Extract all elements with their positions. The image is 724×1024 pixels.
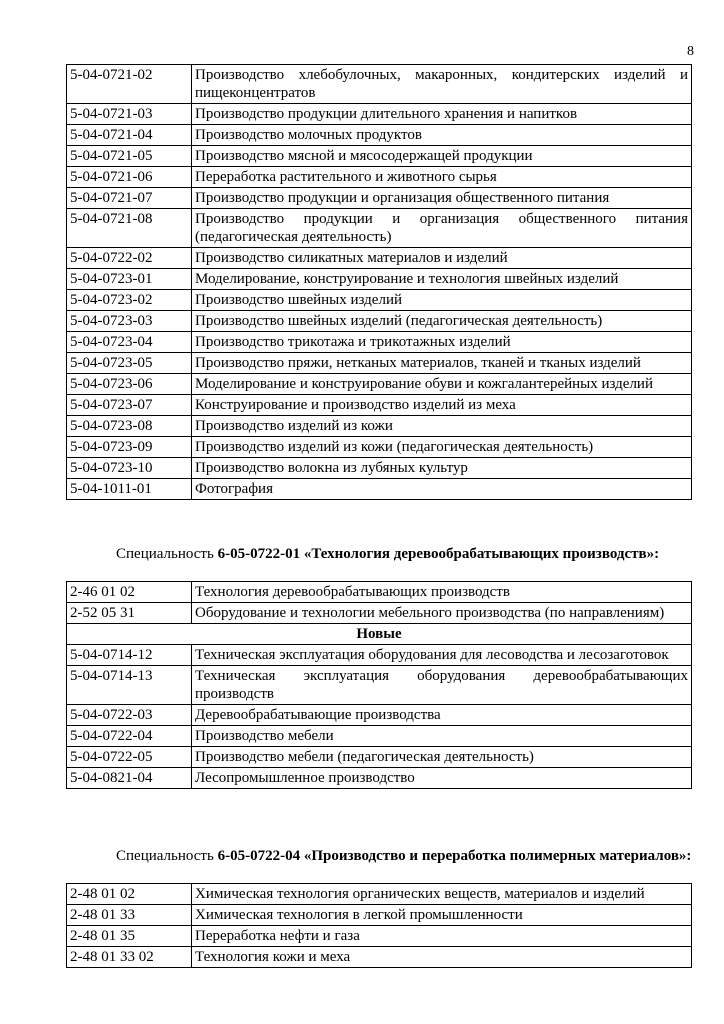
row-code: 5-04-0723-06 xyxy=(67,374,192,395)
row-code: 2-48 01 33 xyxy=(67,905,192,926)
row-code: 5-04-0721-03 xyxy=(67,104,192,125)
row-code: 5-04-0723-01 xyxy=(67,269,192,290)
row-code: 5-04-0722-03 xyxy=(67,705,192,726)
row-code: 5-04-0721-07 xyxy=(67,188,192,209)
specialty-table-3 xyxy=(66,883,692,968)
specialty-table-1 xyxy=(66,64,692,500)
row-code: 5-04-0721-04 xyxy=(67,125,192,146)
row-title: Производство мясной и мясосодержащей продукции xyxy=(192,146,692,167)
row-title: Производство изделий из кожи (педагогическая деятельность) xyxy=(192,437,692,458)
table-row xyxy=(67,209,692,248)
specialty-name: 6-05-0722-01 «Технология деревообрабатывающих производств»: xyxy=(217,546,660,562)
table-row xyxy=(67,768,692,789)
specialty-heading-1 xyxy=(66,545,692,563)
row-title: Конструирование и производство изделий из меха xyxy=(192,395,692,416)
row-code: 5-04-0723-09 xyxy=(67,437,192,458)
row-title: Деревообрабатывающие производства xyxy=(192,705,692,726)
table-row xyxy=(67,395,692,416)
row-title: Техническая эксплуатация оборудования для лесоводства и лесозаготовок xyxy=(192,645,692,666)
table-row xyxy=(67,947,692,968)
table-row xyxy=(67,290,692,311)
row-title: Химическая технология органических веществ, материалов и изделий xyxy=(192,884,692,905)
table-row xyxy=(67,125,692,146)
table-row xyxy=(67,747,692,768)
page-number: 8 xyxy=(687,44,694,59)
table-row xyxy=(67,65,692,104)
row-title: Оборудование и технологии мебельного производства (по направлениям) xyxy=(192,603,692,624)
row-title: Производство волокна из лубяных культур xyxy=(192,458,692,479)
row-title: Переработка растительного и животного сырья xyxy=(192,167,692,188)
row-code: 5-04-0821-04 xyxy=(67,768,192,789)
table-row xyxy=(67,603,692,624)
table-row xyxy=(67,645,692,666)
row-title: Производство продукции длительного хранения и напитков xyxy=(192,104,692,125)
row-code: 5-04-0721-05 xyxy=(67,146,192,167)
row-title: Производство мебели (педагогическая деятельность) xyxy=(192,747,692,768)
table-row xyxy=(67,374,692,395)
row-title: Переработка нефти и газа xyxy=(192,926,692,947)
row-title: Лесопромышленное производство xyxy=(192,768,692,789)
row-code: 5-04-0722-04 xyxy=(67,726,192,747)
row-code: 2-52 05 31 xyxy=(67,603,192,624)
row-title: Производство изделий из кожи xyxy=(192,416,692,437)
row-title: Производство продукции и организация общественного питания (педагогическая деятельность) xyxy=(192,209,692,248)
row-title: Фотография xyxy=(192,479,692,500)
row-title: Технология кожи и меха xyxy=(192,947,692,968)
row-code: 5-04-0722-02 xyxy=(67,248,192,269)
row-code: 5-04-1011-01 xyxy=(67,479,192,500)
table-row xyxy=(67,146,692,167)
table-row xyxy=(67,416,692,437)
row-title: Техническая эксплуатация оборудования деревообрабатывающих производств xyxy=(192,666,692,705)
row-code: 2-48 01 35 xyxy=(67,926,192,947)
row-code: 2-46 01 02 xyxy=(67,582,192,603)
row-code: 5-04-0721-06 xyxy=(67,167,192,188)
row-code: 5-04-0723-07 xyxy=(67,395,192,416)
table-row xyxy=(67,332,692,353)
row-title: Производство трикотажа и трикотажных изделий xyxy=(192,332,692,353)
table-row xyxy=(67,582,692,603)
table-row xyxy=(67,479,692,500)
specialty-name: 6-05-0722-04 «Производство и переработка полимерных материалов»: xyxy=(217,848,692,864)
row-code: 5-04-0723-05 xyxy=(67,353,192,374)
row-title: Химическая технология в легкой промышленности xyxy=(192,905,692,926)
table-row xyxy=(67,726,692,747)
row-code: 5-04-0721-02 xyxy=(67,65,192,104)
table-row xyxy=(67,188,692,209)
table-row xyxy=(67,884,692,905)
table-row xyxy=(67,311,692,332)
row-title: Производство швейных изделий (педагогическая деятельность) xyxy=(192,311,692,332)
specialty-table-2 xyxy=(66,581,692,789)
specialty-prefix: Специальность xyxy=(116,848,218,864)
row-code: 2-48 01 02 xyxy=(67,884,192,905)
row-code: 5-04-0721-08 xyxy=(67,209,192,248)
row-title: Производство мебели xyxy=(192,726,692,747)
row-code: 5-04-0714-13 xyxy=(67,666,192,705)
row-title: Производство хлебобулочных, макаронных, кондитерских изделий и пищеконцентратов xyxy=(192,65,692,104)
row-title: Производство пряжи, нетканых материалов, тканей и тканых изделий xyxy=(192,353,692,374)
row-code: 5-04-0723-08 xyxy=(67,416,192,437)
row-title: Моделирование, конструирование и технология швейных изделий xyxy=(192,269,692,290)
row-title: Производство продукции и организация общественного питания xyxy=(192,188,692,209)
row-code: 5-04-0722-05 xyxy=(67,747,192,768)
table-row xyxy=(67,167,692,188)
table-row xyxy=(67,353,692,374)
row-title: Технология деревообрабатывающих производств xyxy=(192,582,692,603)
row-title: Производство швейных изделий xyxy=(192,290,692,311)
table-row xyxy=(67,458,692,479)
specialty-prefix: Специальность xyxy=(116,546,218,562)
row-code: 2-48 01 33 02 xyxy=(67,947,192,968)
table-row xyxy=(67,705,692,726)
table-row xyxy=(67,248,692,269)
section-label-new: Новые xyxy=(67,624,692,645)
specialty-heading-2 xyxy=(66,847,692,865)
row-title: Производство силикатных материалов и изделий xyxy=(192,248,692,269)
table-row xyxy=(67,905,692,926)
section-row xyxy=(67,624,692,645)
row-code: 5-04-0714-12 xyxy=(67,645,192,666)
table-row xyxy=(67,926,692,947)
table-row xyxy=(67,666,692,705)
row-title: Моделирование и конструирование обуви и кожгалантерейных изделий xyxy=(192,374,692,395)
row-code: 5-04-0723-03 xyxy=(67,311,192,332)
row-code: 5-04-0723-02 xyxy=(67,290,192,311)
table-row xyxy=(67,104,692,125)
table-row xyxy=(67,269,692,290)
row-code: 5-04-0723-10 xyxy=(67,458,192,479)
row-title: Производство молочных продуктов xyxy=(192,125,692,146)
row-code: 5-04-0723-04 xyxy=(67,332,192,353)
table-row xyxy=(67,437,692,458)
